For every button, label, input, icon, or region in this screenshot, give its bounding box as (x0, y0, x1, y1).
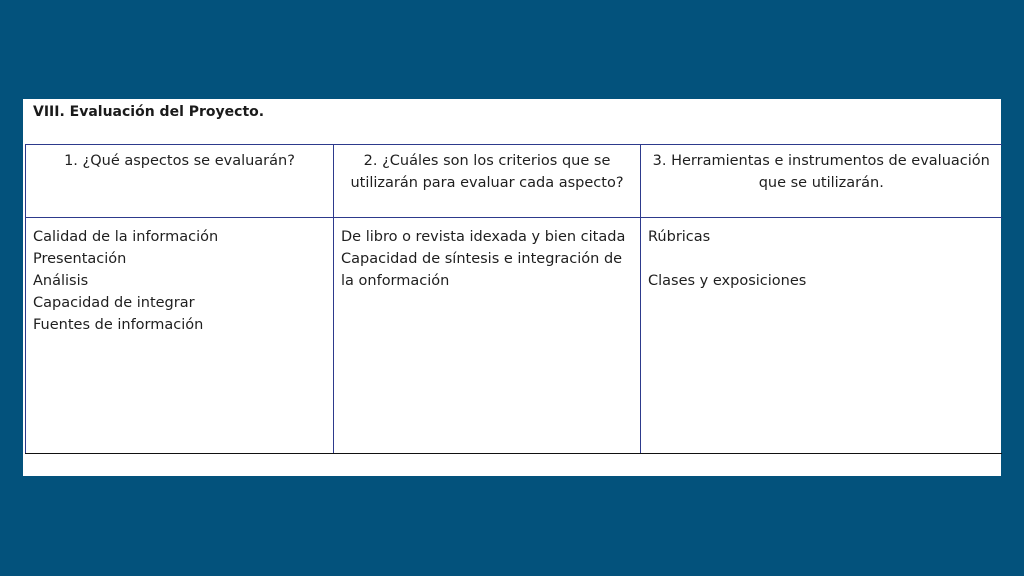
header-criteria: 2. ¿Cuáles son los criterios que se utilizarán para evaluar cada aspecto? (334, 145, 641, 218)
tool-item: Rúbricas (648, 229, 711, 245)
evaluation-table (25, 144, 1002, 454)
aspect-item: Calidad de la información (33, 229, 219, 245)
body-row (26, 218, 1002, 454)
criteria-item: Capacidad de síntesis e integración de la onformación (341, 251, 627, 289)
slide-panel (23, 99, 1001, 476)
aspect-item: Fuentes de información (33, 317, 204, 333)
aspects-cell (26, 218, 334, 454)
section-title: VIII. Evaluación del Proyecto. (33, 104, 265, 120)
header-tools: 3. Herramientas e instrumentos de evaluación que se utilizarán. (641, 145, 1002, 218)
tool-item: Clases y exposiciones (648, 273, 807, 289)
aspect-item: Capacidad de integrar (33, 295, 195, 311)
criteria-item: De libro o revista idexada y bien citada (341, 229, 626, 245)
header-aspects: 1. ¿Qué aspectos se evaluarán? (26, 145, 334, 218)
header-row (26, 145, 1002, 218)
aspect-item: Presentación (33, 251, 127, 267)
tool-item-spacer (648, 248, 995, 270)
aspect-item: Análisis (33, 273, 89, 289)
tools-cell (641, 218, 1002, 454)
criteria-cell (334, 218, 641, 454)
